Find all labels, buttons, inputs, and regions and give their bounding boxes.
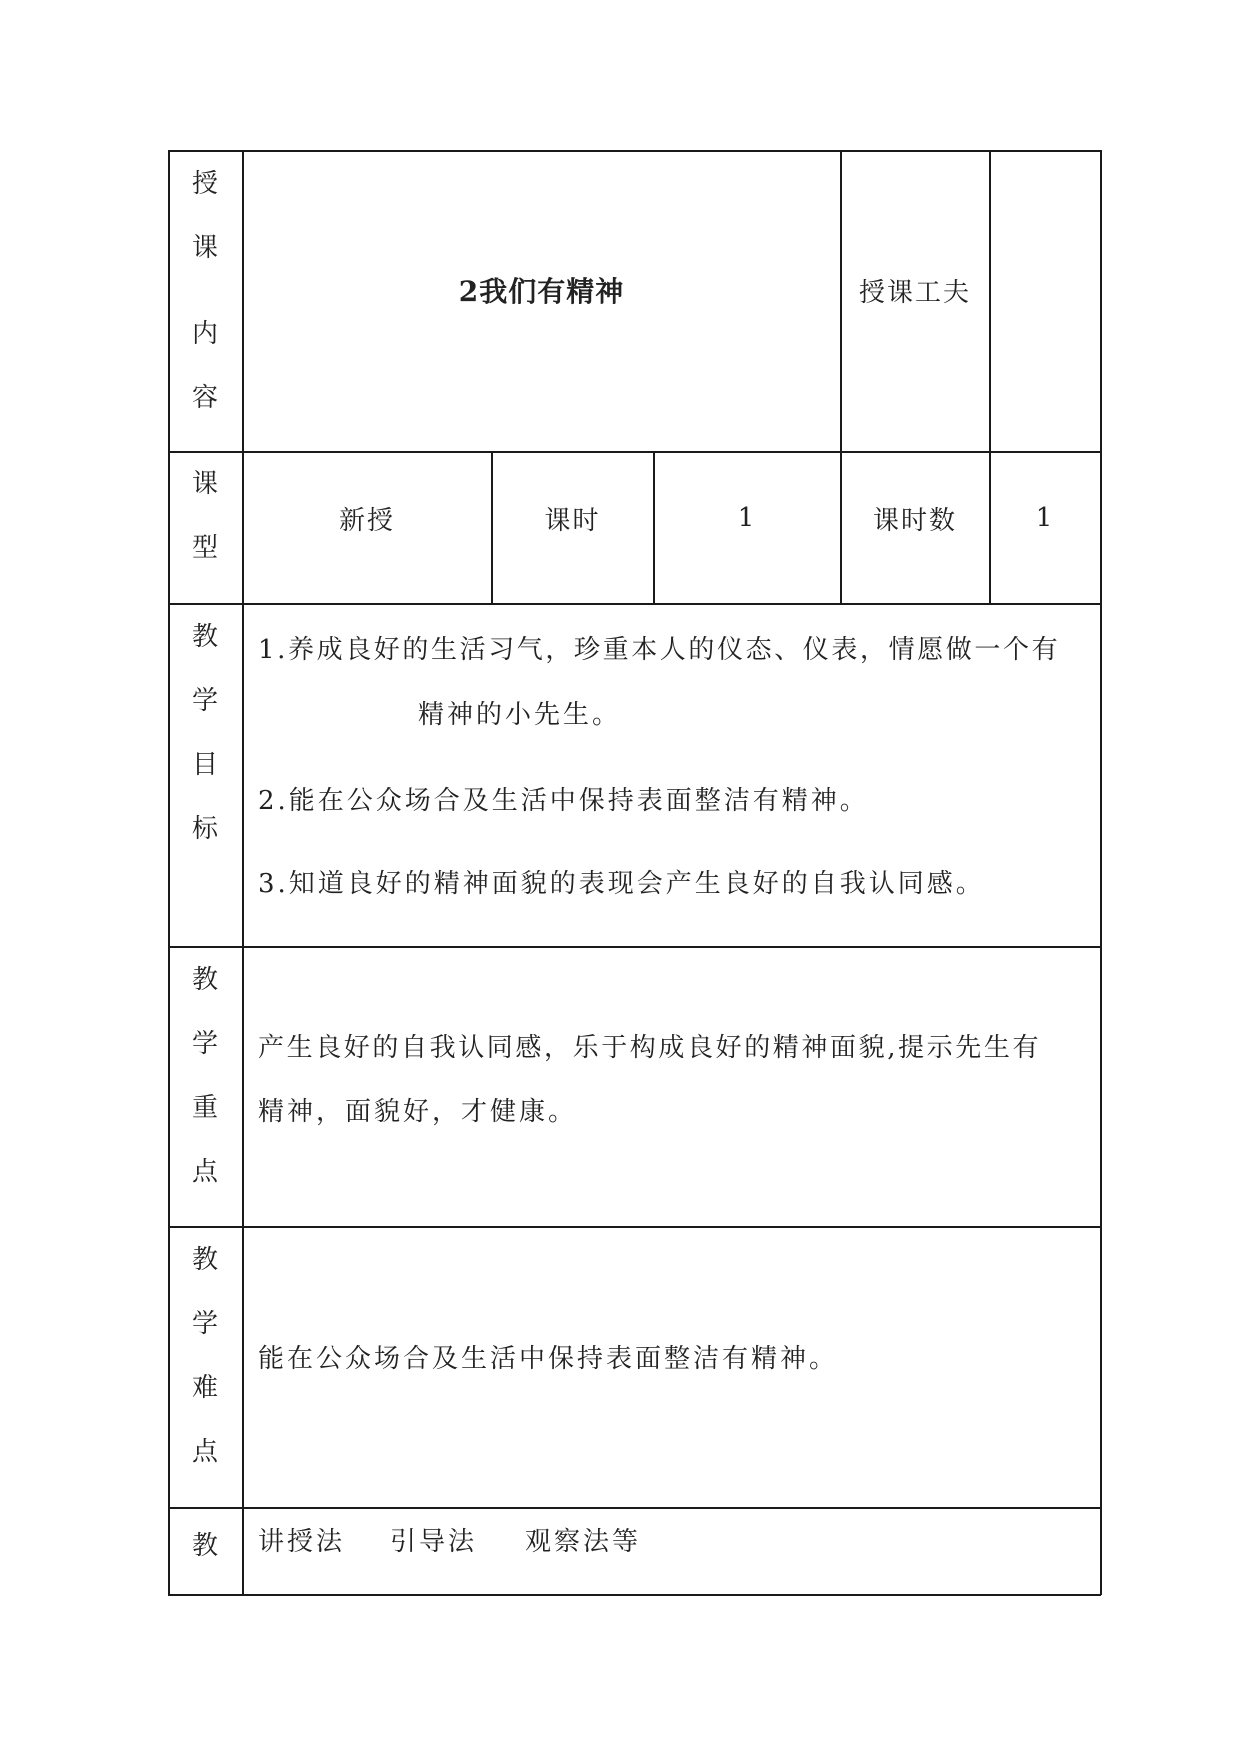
period-value: 1 bbox=[737, 503, 757, 533]
objective-item-3: 3.知道良好的精神面貌的表现会产生良好的自我认同感。 bbox=[258, 869, 985, 899]
label-char: 目 bbox=[191, 750, 218, 780]
objectives-label bbox=[168, 605, 242, 861]
label-char: 学 bbox=[191, 1029, 218, 1059]
label-char: 授 bbox=[191, 169, 218, 199]
label-char: 容 bbox=[191, 383, 218, 413]
table-border-top bbox=[168, 150, 1101, 152]
row-divider bbox=[168, 946, 1101, 948]
label-char: 学 bbox=[191, 1309, 218, 1339]
label-char: 课 bbox=[191, 233, 218, 263]
label-char: 教 bbox=[191, 1531, 218, 1561]
objective-item-1-line-2: 精神的小先生。 bbox=[418, 700, 622, 730]
lesson-content-label bbox=[168, 152, 242, 430]
row-divider bbox=[168, 603, 1101, 605]
difficulties-text: 能在公众场合及生活中保持表面整洁有精神。 bbox=[258, 1344, 839, 1374]
method-observation: 观察法等 bbox=[525, 1527, 642, 1557]
label-char: 标 bbox=[191, 814, 218, 844]
methods-label bbox=[168, 1514, 242, 1578]
lesson-time-label: 授课工夫 bbox=[858, 277, 971, 308]
objective-item-1-line-1: 1.养成良好的生活习气，珍重本人的仪态、仪表，情愿做一个有 bbox=[258, 635, 1061, 665]
label-char: 课 bbox=[191, 469, 218, 499]
key-points-line-2: 精神，面貌好，才健康。 bbox=[258, 1097, 578, 1127]
difficulties-label bbox=[168, 1228, 242, 1484]
label-char: 点 bbox=[191, 1157, 218, 1187]
row-divider bbox=[168, 451, 1101, 453]
label-char: 型 bbox=[191, 533, 218, 563]
label-char: 重 bbox=[191, 1093, 218, 1123]
table-border-right bbox=[1100, 150, 1102, 1595]
key-points-label bbox=[168, 948, 242, 1204]
label-char: 点 bbox=[191, 1437, 218, 1467]
row-divider bbox=[168, 1507, 1101, 1509]
period-label: 课时 bbox=[544, 505, 601, 536]
row-divider bbox=[168, 1226, 1101, 1228]
key-points-line-1: 产生良好的自我认同感，乐于构成良好的精神面貌,提示先生有 bbox=[258, 1033, 1042, 1063]
label-char: 教 bbox=[191, 1245, 218, 1275]
label-char: 教 bbox=[191, 965, 218, 995]
total-periods-value: 1 bbox=[1035, 503, 1055, 533]
label-char: 难 bbox=[191, 1373, 218, 1403]
label-char: 教 bbox=[191, 622, 218, 652]
lesson-type-label bbox=[168, 452, 242, 580]
total-periods-label: 课时数 bbox=[872, 505, 957, 536]
method-guidance: 引导法 bbox=[390, 1527, 478, 1557]
lesson-time-value bbox=[990, 260, 1100, 320]
method-lecture: 讲授法 bbox=[258, 1527, 346, 1557]
table-border-bottom bbox=[168, 1594, 1101, 1596]
label-column-divider bbox=[242, 150, 244, 1595]
label-char: 学 bbox=[191, 686, 218, 716]
lesson-type-value: 新授 bbox=[338, 505, 395, 536]
objective-item-2: 2.能在公众场合及生活中保持表面整洁有精神。 bbox=[258, 786, 869, 816]
lesson-title: 2我们有精神 bbox=[458, 275, 625, 308]
label-char: 内 bbox=[191, 319, 218, 349]
